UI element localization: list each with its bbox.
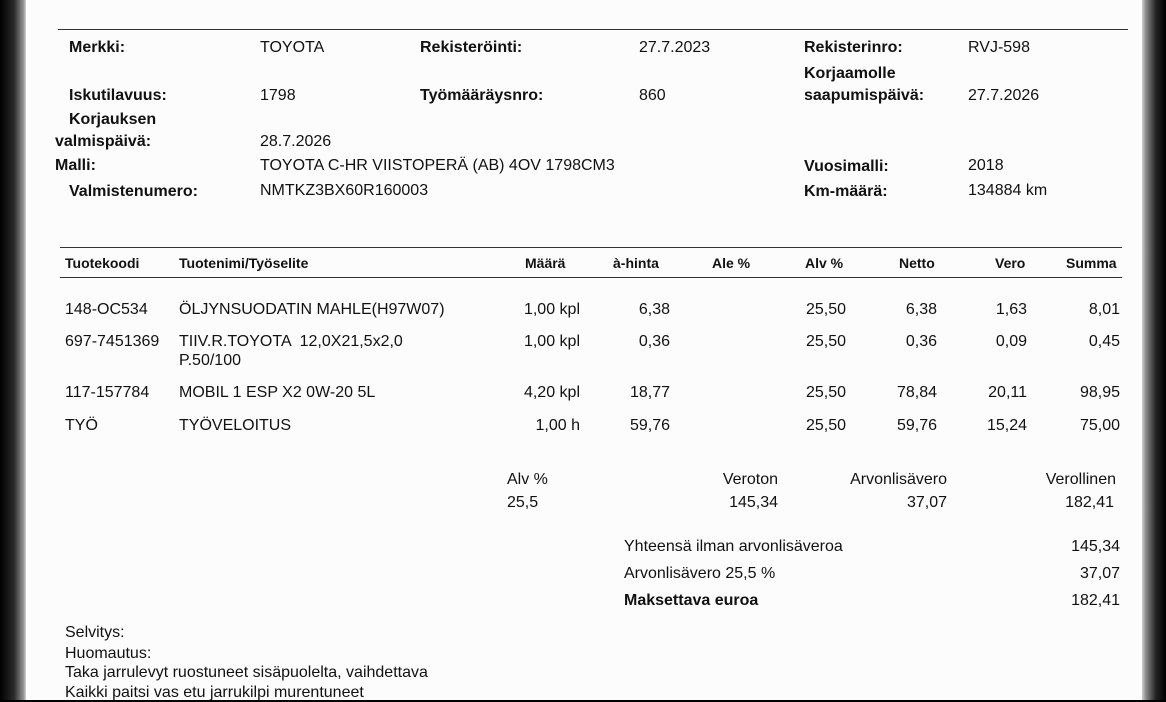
col-code-header: Tuotekoodi — [65, 255, 140, 271]
reg-no-label: Rekisterinro: — [804, 39, 903, 56]
top-rule — [58, 29, 1128, 30]
payable-value: 182,41 — [1071, 592, 1120, 609]
row4-price: 59,76 — [629, 417, 670, 434]
total-vat-value: 37,07 — [1079, 565, 1120, 582]
explanation-label: Selvitys: — [65, 624, 125, 641]
row4-vat: 25,50 — [805, 417, 846, 434]
row2-qty: 1,00 kpl — [523, 333, 580, 350]
model-value: TOYOTA C-HR VIISTOPERÄ (AB) 4OV 1798CM3 — [260, 157, 615, 174]
row1-price: 6,38 — [638, 301, 670, 318]
row1-vat: 25,50 — [805, 301, 846, 318]
payable-label: Maksettava euroa — [624, 592, 759, 609]
vat-pct-value: 25,5 — [507, 494, 539, 511]
note-line-1: Taka jarrulevyt ruostuneet sisäpuolelta, vaihdettava — [65, 664, 428, 681]
row3-tax: 20,11 — [988, 384, 1027, 401]
taxed-value: 182,41 — [1065, 494, 1114, 511]
note-line-2: Kaikki paitsi vas etu jarrukilpi murentuneet — [65, 684, 364, 701]
col-sum-header: Summa — [1066, 255, 1117, 271]
row1-code: 148-OC534 — [65, 301, 148, 318]
col-price-header: à-hinta — [613, 255, 659, 271]
col-name-header: Tuotenimi/Työselite — [179, 255, 309, 271]
vat-amount-value: 37,07 — [906, 494, 947, 511]
mileage-label: Km-määrä: — [804, 183, 888, 200]
completion-label-2: valmispäivä: — [55, 133, 152, 150]
registration-date: 27.7.2023 — [639, 39, 711, 56]
scan-edge-left — [0, 0, 26, 700]
row4-name: TYÖVELOITUS — [179, 417, 292, 434]
row4-sum: 75,00 — [1079, 417, 1120, 434]
total-excl-value: 145,34 — [1071, 538, 1120, 555]
mileage-value: 134884 km — [968, 182, 1048, 199]
col-tax-header: Vero — [995, 255, 1026, 271]
scan-edge-right — [1142, 0, 1166, 700]
taxfree-label: Veroton — [722, 471, 778, 488]
row3-sum: 98,95 — [1079, 384, 1120, 401]
col-qty-header: Määrä — [525, 255, 566, 271]
brand-label: Merkki: — [69, 39, 126, 56]
row4-qty: 1,00 h — [535, 417, 580, 434]
remark-label: Huomautus: — [65, 645, 152, 662]
taxed-label: Verollinen — [1045, 471, 1116, 488]
vat-amount-label: Arvonlisävero — [850, 471, 947, 488]
brand-value: TOYOTA — [260, 39, 325, 56]
table-top-rule — [60, 247, 1122, 248]
row1-net: 6,38 — [905, 301, 937, 318]
work-order-label: Työmääräysnro: — [420, 87, 544, 104]
row3-code: 117-157784 — [65, 384, 150, 401]
row4-code: TYÖ — [65, 417, 98, 434]
col-discount-header: Ale % — [712, 255, 751, 271]
registration-label: Rekisteröinti: — [420, 39, 523, 56]
row2-name: TIIV.R.TOYOTA 12,0X21,5x2,0 — [179, 333, 403, 350]
row4-net: 59,76 — [896, 417, 937, 434]
table-header-rule — [60, 277, 1122, 278]
col-vat-header: Alv % — [805, 255, 844, 271]
row2-vat: 25,50 — [805, 333, 846, 350]
row2-net: 0,36 — [905, 333, 937, 350]
taxfree-value: 145,34 — [729, 494, 778, 511]
row2-name-line2: P.50/100 — [179, 352, 241, 369]
row3-name: MOBIL 1 ESP X2 0W-20 5L — [179, 384, 376, 401]
arrival-date: 27.7.2026 — [968, 87, 1040, 104]
row2-price: 0,36 — [638, 333, 670, 350]
model-year-value: 2018 — [968, 157, 1004, 174]
row2-code: 697-7451369 — [65, 333, 160, 350]
completion-label-1: Korjauksen — [69, 111, 157, 128]
row4-tax: 15,24 — [986, 417, 1027, 434]
model-year-label: Vuosimalli: — [804, 158, 889, 175]
model-label: Malli: — [55, 157, 96, 174]
row2-sum: 0,45 — [1088, 333, 1120, 350]
row1-tax: 1,63 — [995, 301, 1027, 318]
row1-name: ÖLJYNSUODATIN MAHLE(H97W07) — [179, 301, 445, 318]
serial-label: Valmistenumero: — [69, 183, 198, 200]
row3-qty: 4,20 kpl — [523, 384, 580, 401]
row1-sum: 8,01 — [1088, 301, 1120, 318]
row3-vat: 25,50 — [805, 384, 846, 401]
arrival-label-2: saapumispäivä: — [804, 87, 925, 104]
invoice-page — [26, 0, 1142, 700]
row1-qty: 1,00 kpl — [523, 301, 580, 318]
total-excl-label: Yhteensä ilman arvonlisäveroa — [624, 538, 843, 555]
displacement-value: 1798 — [260, 87, 296, 104]
work-order-value: 860 — [639, 87, 666, 104]
total-vat-label: Arvonlisävero 25,5 % — [624, 565, 776, 582]
completion-date: 28.7.2026 — [260, 133, 332, 150]
displacement-label: Iskutilavuus: — [69, 87, 167, 104]
arrival-label-1: Korjaamolle — [804, 65, 896, 82]
vat-pct-label: Alv % — [507, 471, 548, 488]
row3-price: 18,77 — [629, 384, 670, 401]
row2-tax: 0,09 — [995, 333, 1027, 350]
reg-no-value: RVJ-598 — [968, 39, 1030, 56]
serial-value: NMTKZ3BX60R160003 — [260, 182, 429, 199]
row3-net: 78,84 — [896, 384, 937, 401]
col-net-header: Netto — [899, 255, 935, 271]
